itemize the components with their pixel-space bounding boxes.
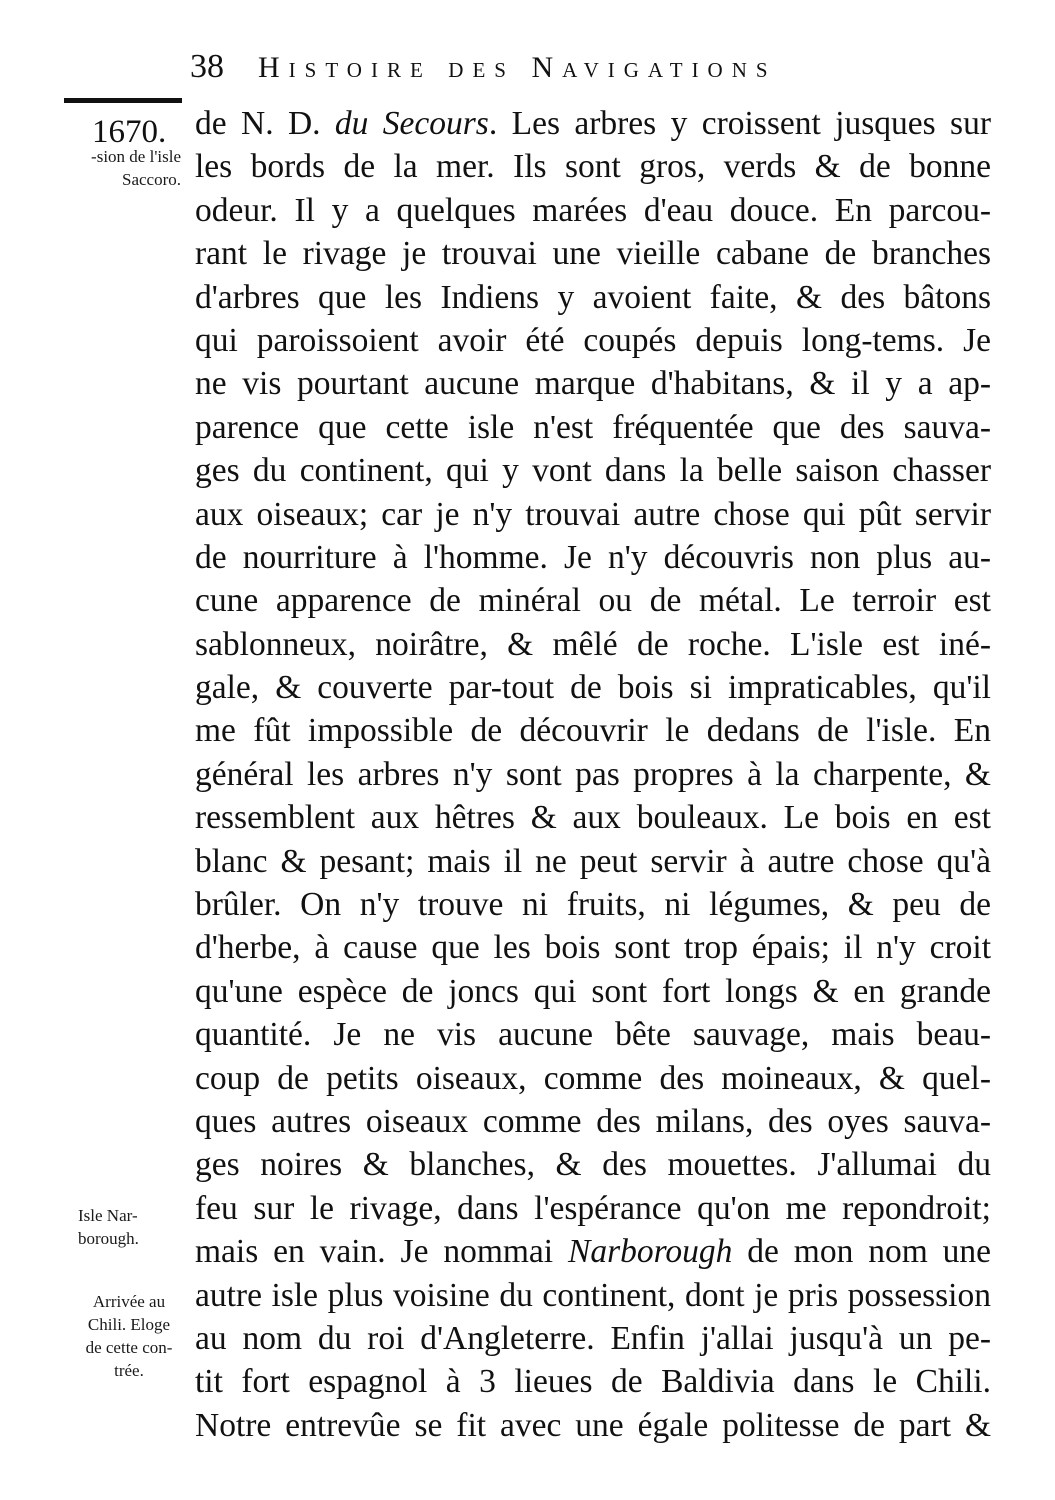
text-segment: de nourriture à l'homme. Je n'y découvris non plus au-: [195, 538, 991, 576]
text-line: [195, 189, 991, 232]
text-line: [195, 1274, 991, 1317]
text-line: [195, 623, 991, 666]
text-line: [195, 145, 991, 188]
text-line: [195, 883, 991, 926]
text-line: [195, 709, 991, 752]
margin-note-line: Chili. Eloge: [87, 1315, 171, 1334]
text-segment: cune apparence de minéral ou de métal. Le terroir est: [195, 582, 991, 620]
text-segment: tit fort espagnol à 3 lieues de Baldivia dans le Chili.: [195, 1363, 991, 1401]
text-line: [195, 406, 991, 449]
text-line: [195, 1143, 991, 1186]
margin-note-line: Isle Nar-: [78, 1206, 138, 1225]
margin-note-line: Saccoro.: [121, 170, 181, 189]
text-line: [195, 970, 991, 1013]
text-segment: me fût impossible de découvrir le dedans de l'isle. En: [195, 712, 991, 750]
text-segment: ges du continent, qui y vont dans la belle saison chasser: [195, 452, 991, 490]
text-line: [195, 1057, 991, 1100]
text-segment: ressemblent aux hêtres & aux bouleaux. Le bois en est: [195, 799, 991, 837]
text-segment: mais en vain. Je nommai: [195, 1233, 568, 1271]
text-segment: qu'une espèce de joncs qui sont fort longs & en grande: [195, 972, 991, 1010]
margin-note-line: borough.: [78, 1229, 139, 1248]
page-number: 38: [190, 48, 224, 85]
text-line: [195, 753, 991, 796]
margin-note-line: de cette con-: [85, 1338, 173, 1357]
text-segment: ne vis pourtant aucune marque d'habitans, & il y a ap-: [195, 365, 991, 403]
text-line: [195, 493, 991, 536]
text-segment: blanc & pesant; mais il ne peut servir à autre chose qu'à: [195, 842, 991, 880]
body-text: [195, 102, 991, 1447]
text-line: [195, 232, 991, 275]
text-line: [195, 1317, 991, 1360]
text-segment: autre isle plus voisine du continent, dont je pris possession: [195, 1276, 991, 1314]
text-line: [195, 666, 991, 709]
text-line: [195, 1230, 991, 1273]
text-segment: quantité. Je ne vis aucune bête sauvage, mais beau-: [195, 1016, 991, 1054]
text-segment: Notre entrevûe se fit avec une égale politesse de part &: [195, 1406, 991, 1444]
text-segment: rant le rivage je trouvai une vieille cabane de branches: [195, 235, 991, 273]
text-segment: parence que cette isle n'est fréquentée que des sauva-: [195, 408, 991, 446]
text-segment: ques autres oiseaux comme des milans, des oyes sauva-: [195, 1102, 991, 1140]
margin-note-narborough: [78, 1204, 188, 1250]
text-segment: coup de petits oiseaux, comme des moineaux, & quel-: [195, 1059, 991, 1097]
text-segment: ges noires & blanches, & des mouettes. J'allumai du: [195, 1146, 991, 1184]
margin-note-chili: [70, 1290, 188, 1382]
text-line: [195, 840, 991, 883]
running-title: Histoire des Navigations: [258, 51, 777, 84]
text-line: [195, 536, 991, 579]
text-segment: les bords de la mer. Ils sont gros, verds & de bonne: [195, 148, 991, 186]
italic-segment: Narborough: [567, 1233, 733, 1271]
text-line: [195, 362, 991, 405]
text-segment: d'herbe, à cause que les bois sont trop épais; il n'y croit: [195, 929, 991, 967]
text-segment: au nom du roi d'Angleterre. Enfin j'allai jusqu'à un pe-: [195, 1319, 991, 1357]
margin-year: 1670.: [92, 114, 167, 150]
text-segment: qui paroissoient avoir été coupés depuis long-tems. Je: [195, 321, 991, 359]
text-line: [195, 276, 991, 319]
text-line: [195, 579, 991, 622]
text-segment: de N. D.: [195, 105, 335, 142]
text-line: [195, 319, 991, 362]
text-segment: brûler. On n'y trouve ni fruits, ni légumes, & peu de: [195, 886, 991, 924]
text-line: [195, 796, 991, 839]
text-line: [195, 1100, 991, 1143]
margin-rule: [64, 98, 182, 103]
margin-note-saccoro: [56, 145, 181, 191]
text-segment: d'arbres que les Indiens y avoient faite, & des bâtons: [195, 278, 991, 316]
page-header: [190, 48, 910, 98]
text-line: [195, 1013, 991, 1056]
text-line: [195, 926, 991, 969]
text-line: [195, 449, 991, 492]
text-segment: de mon nom une: [732, 1233, 991, 1271]
italic-segment: du Secours: [334, 105, 489, 142]
text-segment: . Les arbres y croissent jusques sur: [488, 105, 992, 142]
text-segment: sablonneux, noirâtre, & mêlé de roche. L'isle est iné-: [195, 625, 991, 663]
text-line: [195, 1404, 991, 1447]
margin-note-line: Arrivée au: [92, 1292, 166, 1311]
text-segment: feu sur le rivage, dans l'espérance qu'on me repondroit;: [195, 1189, 991, 1227]
text-segment: général les arbres n'y sont pas propres à la charpente, &: [195, 755, 991, 793]
text-line: [195, 102, 991, 145]
text-segment: odeur. Il y a quelques marées d'eau douce. En parcou-: [195, 191, 991, 229]
margin-note-line: trée.: [114, 1361, 144, 1380]
text-line: [195, 1360, 991, 1403]
text-segment: aux oiseaux; car je n'y trouvai autre chose qui pût servir: [195, 495, 991, 533]
text-segment: gale, & couverte par-tout de bois si impraticables, qu'il: [195, 669, 991, 707]
text-line: [195, 1187, 991, 1230]
margin-note-line: -sion de l'isle: [91, 147, 181, 166]
